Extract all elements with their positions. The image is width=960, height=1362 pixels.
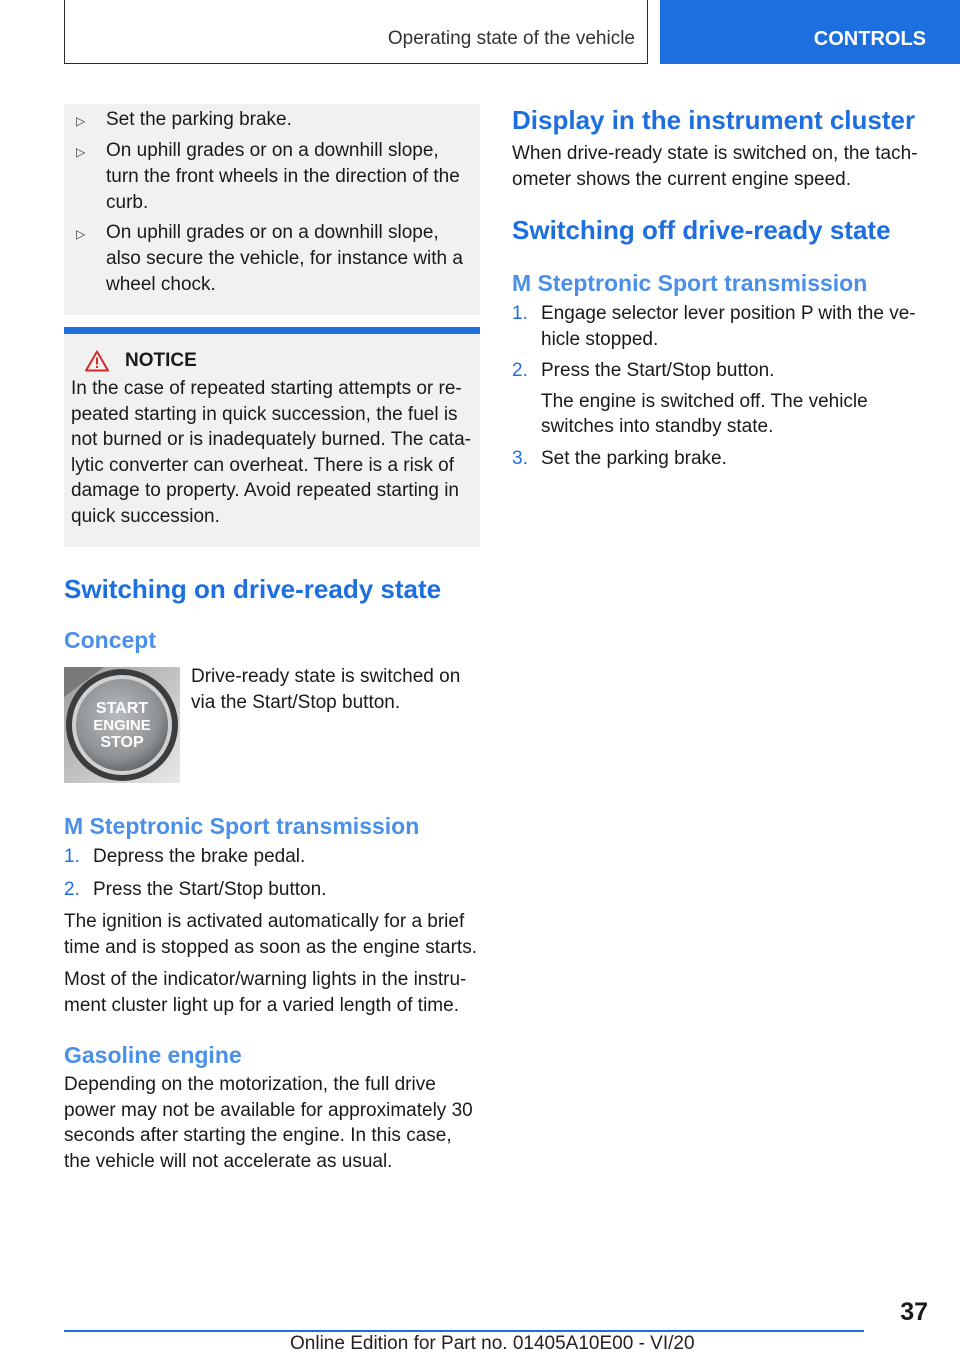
notice-top-bar (64, 327, 480, 334)
list-item: 1. Engage selector lever position P with the ve‐hicle stopped. (512, 303, 916, 350)
ignition-paragraph: The ignition is activated automatically for a brief time and is stopped as soon as the engine starts. (64, 911, 477, 958)
triangle-bullet-icon: ▷ (76, 227, 86, 241)
button-label-start: START (95, 700, 149, 717)
chapter-title: CONTROLS (813, 27, 926, 50)
concept-text: Drive-ready state is switched on via the Start/Stop button. (191, 666, 461, 713)
list-item: ▷ Set the parking brake. (76, 106, 468, 134)
list-item: 3. Set the parking brake. (512, 447, 727, 469)
button-label-stop: STOP (100, 734, 144, 751)
display-paragraph: When drive-ready state is switched on, the tach‐ometer shows the current engine speed. (512, 143, 918, 190)
concept-block (64, 667, 480, 783)
triangle-bullet-icon: ▷ (76, 114, 86, 128)
running-header-chapter (660, 0, 960, 64)
triangle-bullet-icon: ▷ (76, 145, 86, 159)
subheading-concept: Concept (64, 627, 156, 653)
notice-title: NOTICE (125, 350, 197, 371)
indicator-paragraph: Most of the indicator/warning lights in the instru‐ment cluster light up for a varied length of time. (64, 969, 467, 1016)
steps-off-list (512, 301, 922, 471)
list-item: 1. Depress the brake pedal. (64, 846, 306, 867)
list-item: ▷ On uphill grades or on a downhill slope, turn the front wheels in the direction of the curb. (76, 137, 468, 216)
running-header-section (64, 0, 648, 64)
subheading-steptronic-off: M Steptronic Sport transmission (512, 270, 868, 296)
subheading-steptronic-on: M Steptronic Sport transmission (64, 813, 420, 839)
subheading-gasoline: Gasoline engine (64, 1042, 242, 1068)
gasoline-paragraph: Depending on the motorization, the full drive power may not be available for approximately 30 seconds after starting the engine. In this case, the vehicle will not accelerate as usual. (64, 1074, 473, 1172)
left-column (64, 104, 480, 1174)
right-column (512, 104, 922, 471)
edition-note: Online Edition for Part no. 01405A10E00 - VI/20 (290, 1333, 695, 1354)
warning-triangle-icon (85, 350, 109, 372)
list-item: 2. Press the Start/Stop button. (512, 360, 775, 381)
parking-bullet-box (64, 104, 480, 315)
start-engine-stop-button-icon (64, 667, 180, 783)
button-label-engine: ENGINE (93, 717, 151, 734)
list-item: ▷ On uphill grades or on a downhill slope, also secure the vehicle, for instance with a wheel chock. (76, 219, 468, 298)
footer-divider (64, 1330, 864, 1332)
section-heading-display: Display in the instrument cluster (512, 105, 916, 135)
notice-heading (71, 350, 474, 372)
steps-on-list (64, 844, 480, 902)
list-item: 2. Press the Start/Stop button. (64, 878, 327, 900)
page-number: 37 (900, 1298, 928, 1326)
section-heading-switch-off: Switching off drive-ready state (512, 215, 891, 245)
section-heading-switch-on: Switching on drive-ready state (64, 574, 442, 604)
step-note: The engine is switched off. The vehicle switches into standby state. (541, 390, 868, 437)
start-stop-button-image (64, 667, 180, 783)
notice-box (64, 334, 480, 547)
notice-text: In the case of repeated starting attempts or re‐peated starting in quick succession, the fuel is not burned or is inadequately burned. The cata‐lytic converter can overheat. There is a risk of damage to property. Avoid repeated starting in quick succession. (71, 378, 471, 527)
section-title: Operating state of the vehicle (387, 27, 635, 49)
